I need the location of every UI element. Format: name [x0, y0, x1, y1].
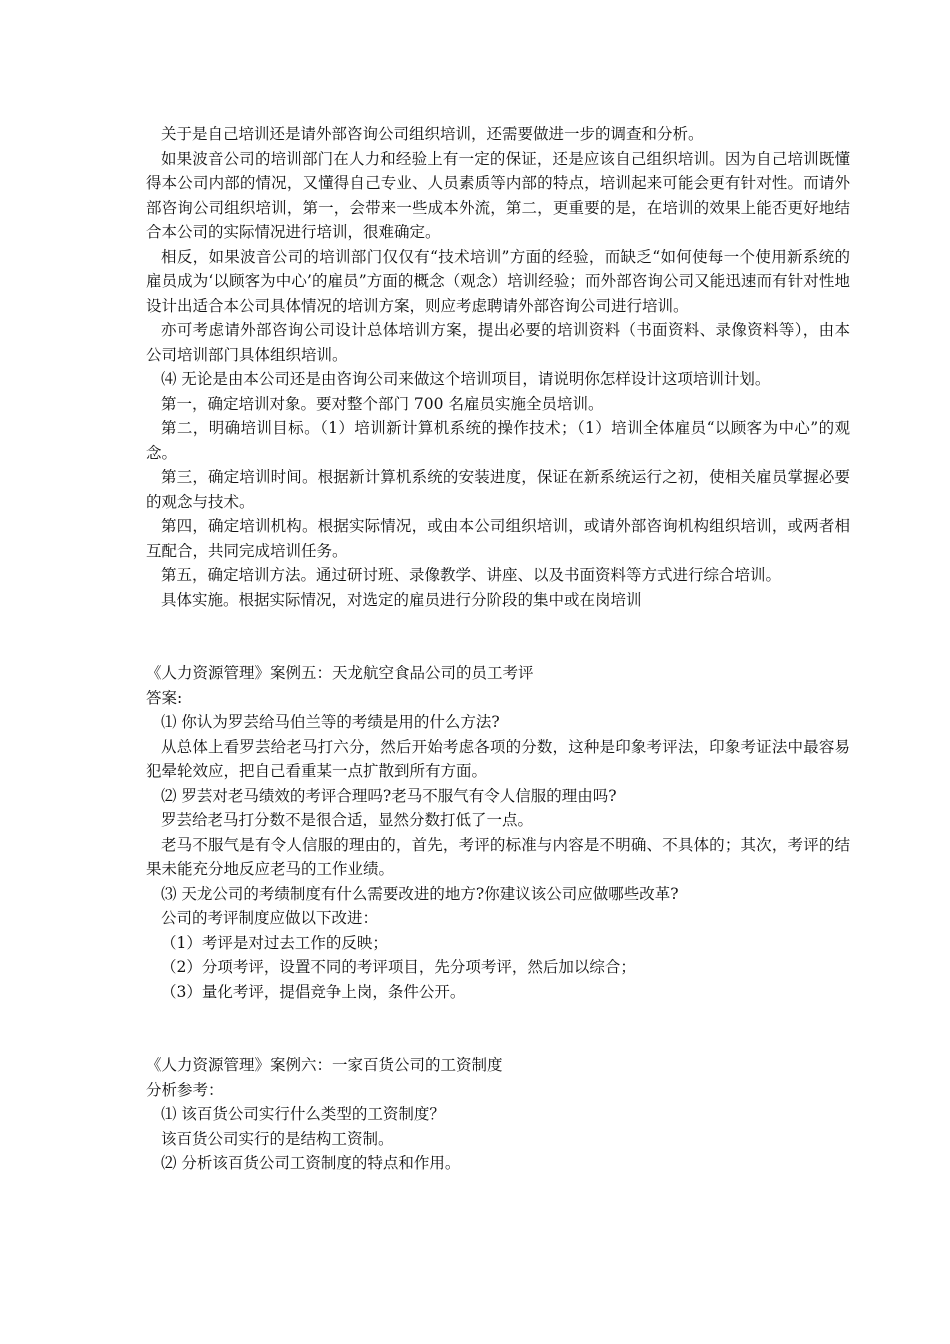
- list-item: （3）量化考评，提倡竞争上岗，条件公开。: [161, 982, 466, 1001]
- section-case-six: [146, 1053, 850, 1176]
- case-five-answer-label: 答案:: [146, 688, 183, 707]
- question-2: ⑵ 罗芸对老马绩效的考评合理吗?老马不服气有令人信服的理由吗?: [161, 786, 617, 805]
- paragraph: 第三，确定培训时间。根据新计算机系统的安装进度，保证在新系统运行之初，使相关雇员掌握必要的观念与技术。: [146, 468, 850, 511]
- case-six-analysis-label: 分析参考：: [146, 1080, 224, 1099]
- paragraph: 老马不服气是有令人信服的理由的，首先，考评的标准与内容是不明确、不具体的；其次，考评的结果未能充分地反应老马的工作业绩。: [146, 835, 850, 878]
- paragraph: 公司的考评制度应做以下改进：: [161, 909, 379, 927]
- section-case-five: [146, 661, 850, 1004]
- list-item: （1）考评是对过去工作的反映；: [161, 933, 388, 952]
- section-training-plan: [146, 122, 850, 612]
- section-spacer: [146, 1004, 850, 1053]
- paragraph: 相反，如果波音公司的培训部门仅仅有“技术培训”方面的经验，而缺乏“如何使每一个使用新系统的雇员成为‘以顾客为中心’的雇员”方面的概念（观念）培训经验；而外部咨询公司又能迅速而有针对性地设计出适合本公司具体情况的培训方案，则应考虑聘请外部咨询公司进行培训。: [146, 247, 850, 315]
- paragraph: 第四，确定培训机构。根据实际情况，或由本公司组织培训，或请外部咨询机构组织培训，或两者相互配合，共同完成培训任务。: [146, 517, 850, 560]
- paragraph: 具体实施。根据实际情况，对选定的雇员进行分阶段的集中或在岗培训: [161, 590, 642, 609]
- section-spacer: [146, 612, 850, 661]
- paragraph: 第一，确定培训对象。要对整个部门 700 名雇员实施全员培训。: [161, 394, 604, 413]
- paragraph: 第二，明确培训目标。（1）培训新计算机系统的操作技术；（1）培训全体雇员“以顾客为中心”的观念。: [146, 419, 850, 462]
- question-1: ⑴ 你认为罗芸给马伯兰等的考绩是用的什么方法?: [161, 713, 500, 731]
- paragraph: 第五，确定培训方法。通过研讨班、录像教学、讲座、以及书面资料等方式进行综合培训。: [161, 566, 782, 584]
- paragraph: 该百货公司实行的是结构工资制。: [161, 1129, 394, 1148]
- document-page: [146, 122, 850, 1176]
- question-3: ⑶ 天龙公司的考绩制度有什么需要改进的地方?你建议该公司应做哪些改革?: [161, 884, 679, 903]
- paragraph: 亦可考虑请外部咨询公司设计总体培训方案，提出必要的培训资料（书面资料、录像资料等），由本公司培训部门具体组织培训。: [146, 321, 850, 364]
- case-six-title: 《人力资源管理》案例六：一家百货公司的工资制度: [146, 1056, 503, 1074]
- paragraph: 从总体上看罗芸给老马打六分，然后开始考虑各项的分数，这种是印象考评法，印象考证法中最容易犯晕轮效应，把自己看重某一点扩散到所有方面。: [146, 737, 850, 780]
- question-4: ⑷ 无论是由本公司还是由咨询公司来做这个培训项目，请说明你怎样设计这项培训计划。: [161, 370, 771, 388]
- paragraph: 如果波音公司的培训部门在人力和经验上有一定的保证，还是应该自己组织培训。因为自己培训既懂得本公司内部的情况，又懂得自己专业、人员素质等内部的特点，培训起来可能会更有针对性。而请外部咨询公司组织培训，第一，会带来一些成本外流，第二，更重要的是，在培训的效果上能否更好地结合本公司的实际情况进行培训，很难确定。: [146, 149, 850, 241]
- paragraph: 关于是自己培训还是请外部咨询公司组织培训，还需要做进一步的调查和分析。: [161, 125, 704, 143]
- question-2: ⑵ 分析该百货公司工资制度的特点和作用。: [161, 1154, 461, 1172]
- question-1: ⑴ 该百货公司实行什么类型的工资制度？: [161, 1105, 445, 1123]
- case-five-title: 《人力资源管理》案例五：天龙航空食品公司的员工考评: [146, 664, 534, 682]
- list-item: （2）分项考评，设置不同的考评项目，先分项考评，然后加以综合；: [161, 958, 636, 976]
- paragraph: 罗芸给老马打分数不是很合适，显然分数打低了一点。: [161, 811, 534, 829]
